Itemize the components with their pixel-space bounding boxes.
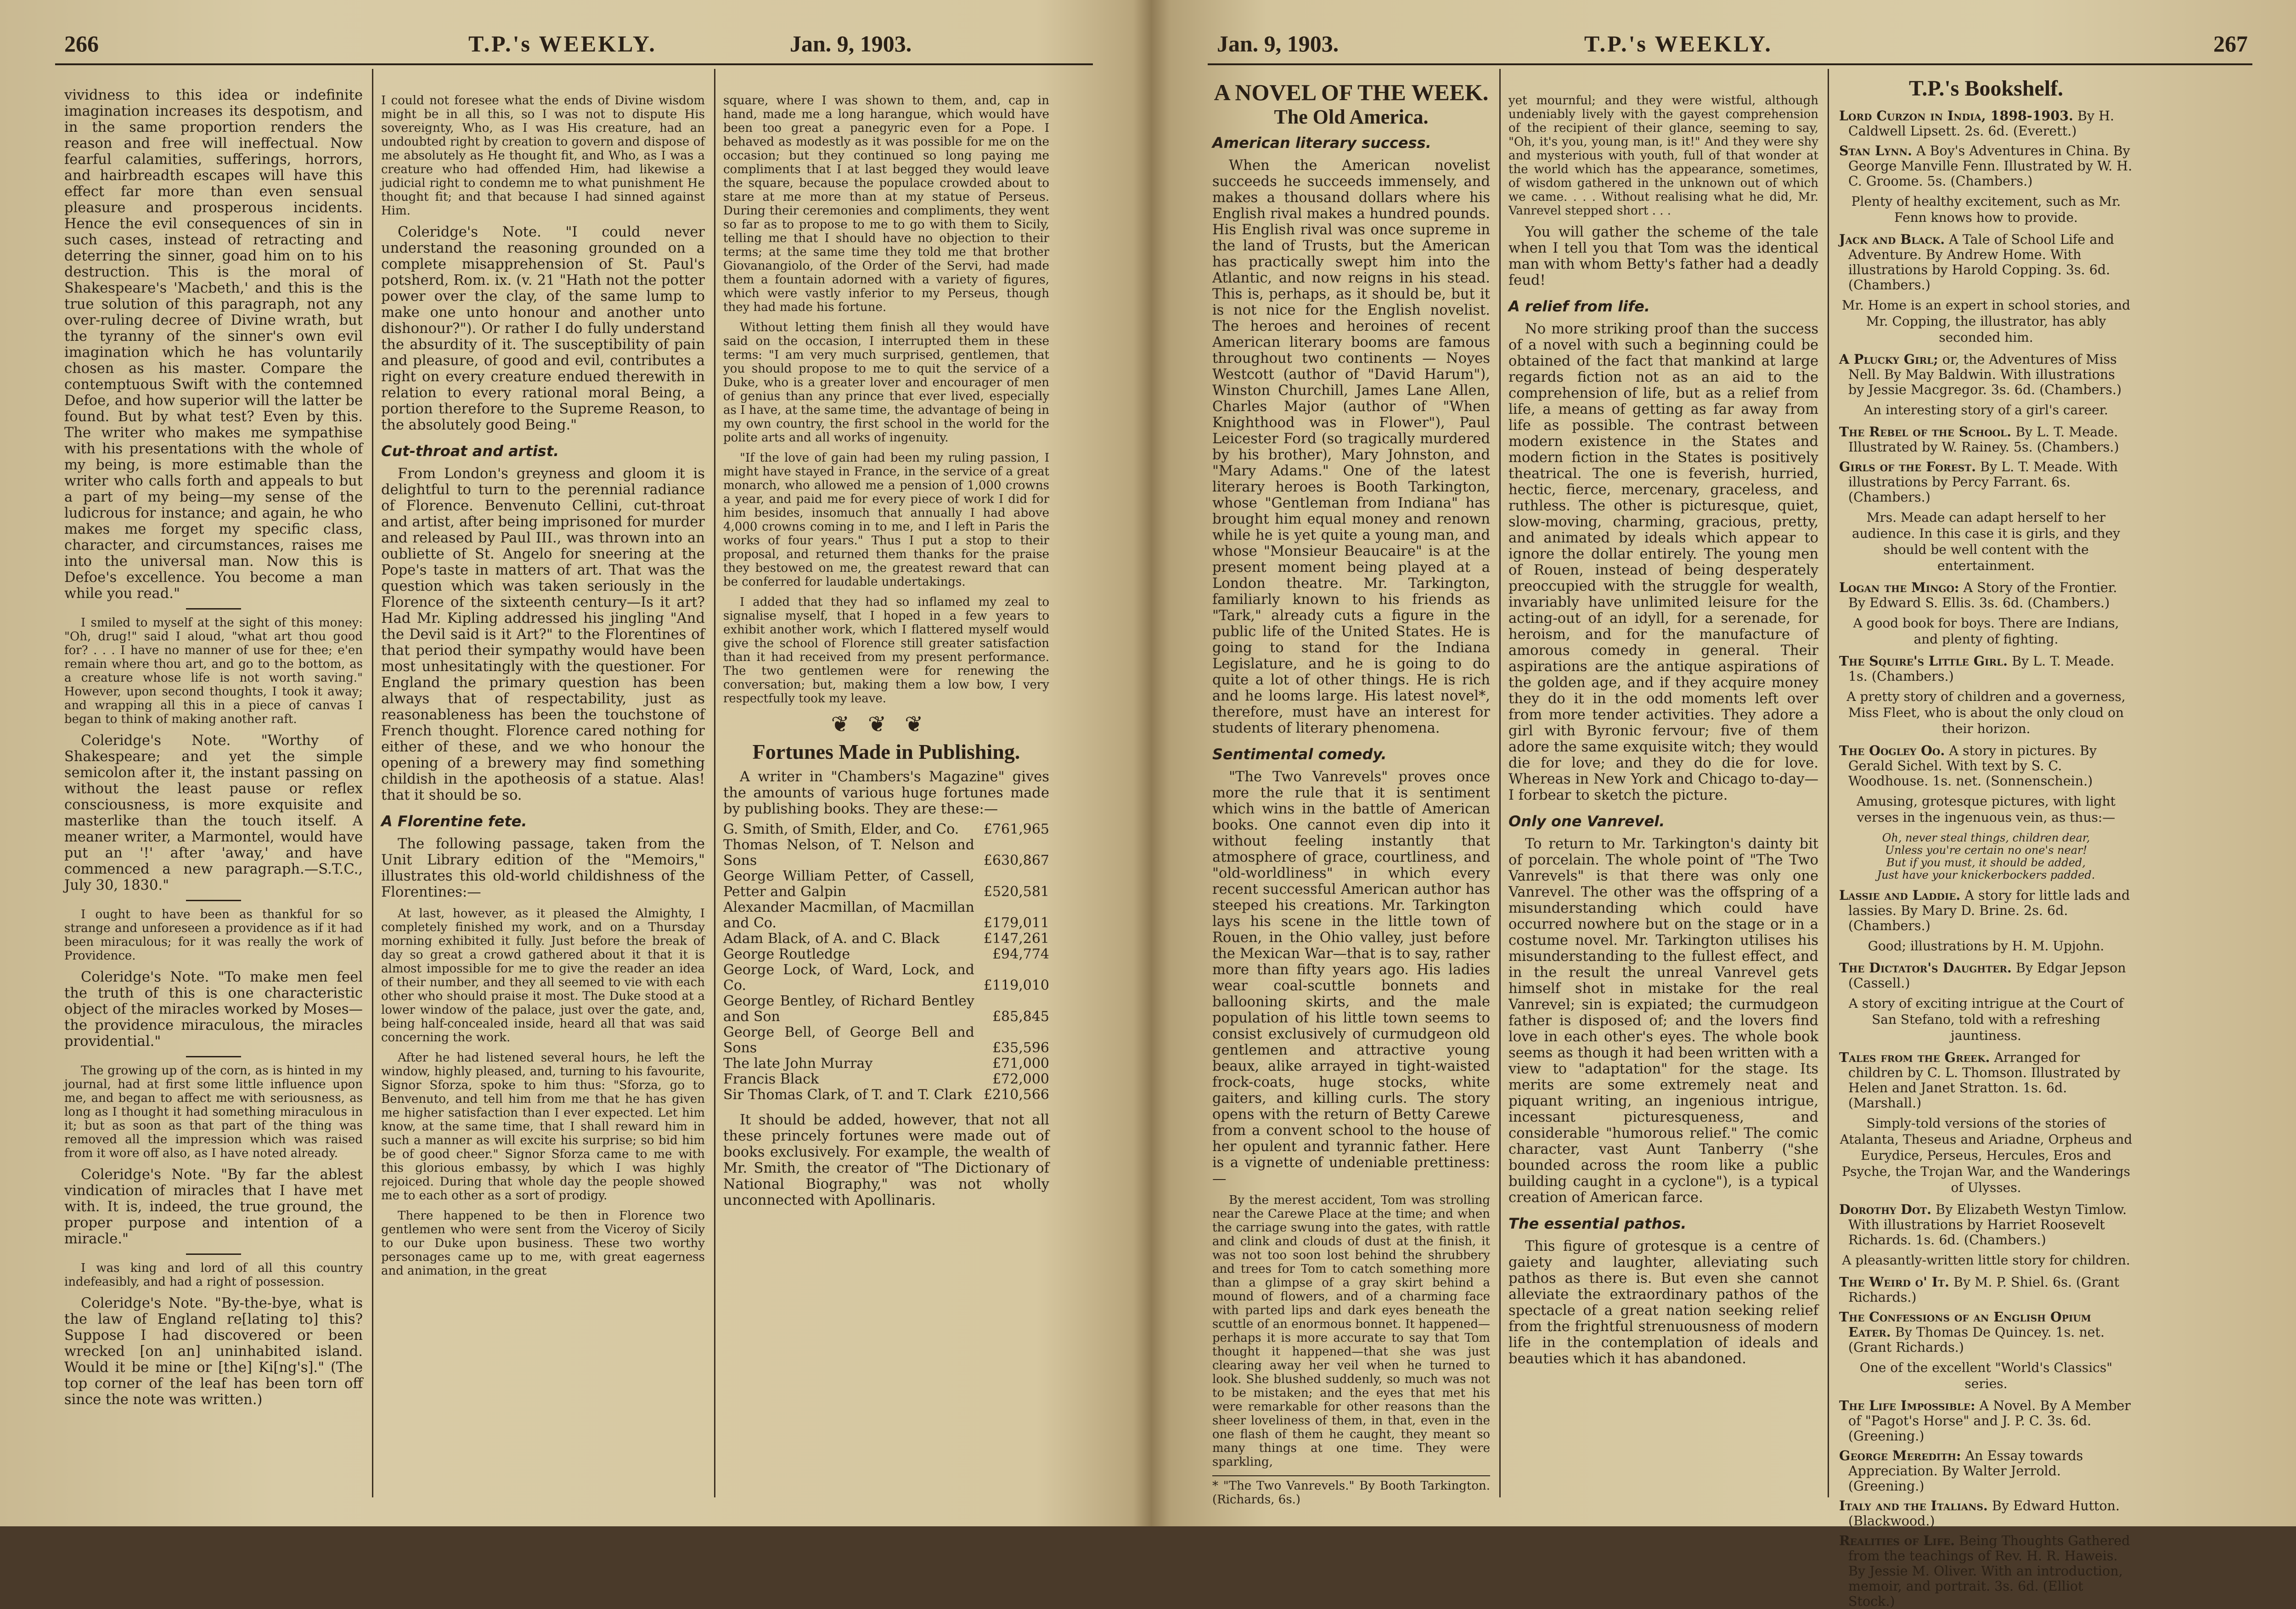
fortune-publisher: George Routledge <box>723 946 850 962</box>
divider <box>186 1253 241 1255</box>
book-title: Stan Lynn. <box>1839 143 1912 158</box>
fortune-row <box>723 869 1049 900</box>
book-entry <box>1839 743 2133 789</box>
fortune-publisher: George Bell, of George Bell and Sons <box>723 1024 974 1056</box>
quote-paragraph: By the merest accident, Tom was strolling near the Carewe Place at the time; and when the carriage swung into the gates, with rattle and clink and clouds of dust at the finish, it was not too soon lost behind the shrubbery and trees for Tom to catch something more than a glimpse of a gray skirt behind a mound of flowers, and of a charming face with parted lips and dark eyes beneath the scuttle of an enormous bonnet. It happened—perhaps it is more accurate to say that Tom thought it happened—that she was just clearing away her veil when he turned to look. She blushed suddenly, so much was not to be mistaken; and the eyes that met his were remarkable for other reasons than the sheer loveliness of them, in that, even in the one flash of them he caught, they meant so many things at one time. They were sparkling, <box>1212 1193 1490 1469</box>
paragraph: "The Two Vanrevels" proves once more the rule that it is sentiment which wins in the battle of American books. One cannot even dip into it without feeling instantly that atmosphere of grace, courtliness, and "old-worldliness" in which every recent successful American author has steeped his creations. Mr. Tarkington lays his scene in the little town of Rouen, in the Ohio valley, just before the Mexican War—that is to say, rather more than fifty years ago. His ladies wear coal-scuttle bonnets and ballooning skirts, and the male population of his little town seems to consist exclusively of curmudgeon old gentlemen and attractive young beaux, alike arrayed in tight-waisted frock-coats, huge stocks, white gaiters, and killing curls. The story opens with the return of Betty Carewe from a convent school to the house of her opulent and tyrannic father. Here is a vignette of undeniable prettiness:— <box>1212 769 1490 1187</box>
footnote: * "The Two Vanrevels." By Booth Tarkington. (Richards, 6s.) <box>1212 1475 1490 1507</box>
book-entry <box>1839 1448 2133 1494</box>
divider <box>186 608 241 610</box>
book-title: The Dictator's Daughter. <box>1839 960 2012 976</box>
quote-paragraph: At last, however, as it pleased the Almighty, I completely finished my work, and on a Thursday morning exhibited it fully. Just before the break of day so great a crowd gathered about it that it is almost impossible for me to give the reader an idea of their number, and they all seemed to vie with each other who should praise it most. The Duke stood at a lower window of the palace, just over the gate, and, being half-concealed inside, heard all that was said concerning the work. <box>381 907 705 1044</box>
right-column-1 <box>1212 79 1490 1507</box>
novel-heading: A NOVEL OF THE WEEK. <box>1214 79 1489 105</box>
fortunes-heading: Fortunes Made in Publishing. <box>752 740 1020 763</box>
fortune-row <box>723 1087 1049 1103</box>
book-note: A pretty story of children and a governess, Miss Fleet, who is about the only cloud on their horizon. <box>1846 689 2126 736</box>
fortune-publisher: Sir Thomas Clark, of T. and T. Clark <box>723 1087 972 1103</box>
book-details: By M. P. Shiel. 6s. (Grant Richards.) <box>1848 1275 2120 1305</box>
fortune-publisher: Thomas Nelson, of T. Nelson and Sons <box>723 837 974 869</box>
book-entry <box>1839 1275 2133 1305</box>
book-details: By Elizabeth Westyn Timlow. With illustrations by Harriet Roosevelt Richards. 1s. 6d. (Chambers.) <box>1848 1202 2127 1248</box>
section-subheading: A relief from life. <box>1508 298 1650 315</box>
running-title: T.P.'s WEEKLY. <box>1584 31 1773 56</box>
book-title: The Confessions of an English Opium Eater. <box>1839 1309 2091 1340</box>
paragraph: From London's greyness and gloom it is delightful to turn to the perennial radiance of Florence. Benvenuto Cellini, cut-throat and artist, after being imprisoned for murder and released by Paul III., was thrown into an oubliette of St. Angelo for sneering at the Pope's taste in matters of art. That was the question which was taken seriously in the Florence of the sixteenth century—Is it art? Had Mr. Kipling addressed his jingling "And the Devil said is it Art?" to the Florentines of that period their sympathy would have been most unhesitatingly with the questioner. For England the primary question has been always that of respectability, just as reasonableness has been the touchstone of French thought. Florence cared nothing for either of these, and we who honour the opening of a brewery may find something childish in the apotheosis of a statue. Alas! that it should be so. <box>381 466 705 803</box>
book-title: Dorothy Dot. <box>1839 1202 1932 1217</box>
book-note: A story of exciting intrigue at the Court of San Stefano, told with a refreshing jauntiness. <box>1848 996 2124 1043</box>
book-entry <box>1839 580 2133 610</box>
book-details: A story for little lads and lassies. By Mary D. Brine. 2s. 6d. (Chambers.) <box>1848 888 2130 933</box>
quote-paragraph: "If the love of gain had been my ruling passion, I might have stayed in France, in the service of a great monarch, who allowed me a pension of 1,000 crowns a year, and paid me for every piece of work I did for him besides, insomuch that annually I had above 4,000 crowns coming in to me, and I left in Paris the works of four years." Thus I put a stop to their proposal, and returned them thanks for the praise they bestowed on me, the greatest reward that can be conferred for laudable undertakings. <box>723 451 1049 589</box>
quote-paragraph: square, where I was shown to them, and, cap in hand, made me a long harangue, which would have been too great a panegyric even for a Pope. I behaved as modestly as it was possible for me on the occasion; but they continued so long paying me compliments that I at last begged they would leave the square, because the populace crowded about to stare at me more than at my statue of Perseus. During their ceremonies and compliments, they went so far as to propose to me to go with them to Sicily, telling me that I should have no objection to their terms; at the same time they told me that brother Giovanangiolo, of the Order of the Servi, had made them a fountain adorned with a variety of figures, which were vastly inferior to my Perseus, though they had made his fortune. <box>723 94 1049 314</box>
section-subheading: Sentimental comedy. <box>1212 745 1387 763</box>
fortune-row <box>723 822 1049 837</box>
book-title: George Meredith: <box>1839 1448 1961 1463</box>
paragraph: vividness to this idea or indefinite imagination increases its despotism, and in the same proportion renders the reason and free will ineffectual. Now fearful calamities, sufferings, horrors, and hairbreadth escapes will have this effect far more than even sensual pleasure and prosperous incidents. Hence the evil consequences of sin in such cases, instead of retracting and deterring the sinner, goad him on to his destruction. This is the moral of Shakespeare's 'Macbeth,' and this is the true solution of this paragraph, not any over-ruling decree of Divine wrath, but the tyranny of the sinner's own evil imagination which he has voluntarily chosen as his master. Compare the contemptuous Swift with the contemned Defoe, and how superior will the latter be found. But by what test? Even by this. The writer who makes me sympathise with his presentations with the whole of my being, is more estimable than the writer who calls forth and appeals to but a part of my being—my sense of the ludicrous for instance; and again, he who makes me forget my specific class, character, and circumstances, raises me into the universal man. Now this is Defoe's excellence. You become a man while you read." <box>64 87 363 602</box>
column-rule <box>1828 69 1829 1497</box>
quote-paragraph: I ought to have been as thankful for so strange and unforeseen a providence as if it had been miraculous; for it was really the work of Providence. <box>64 908 363 963</box>
column-rule <box>714 69 715 1497</box>
fortune-row <box>723 900 1049 931</box>
fortune-amount: £35,596 <box>992 1040 1049 1056</box>
quote-paragraph: I added that they had so inflamed my zeal to signalise myself, that I hoped in a few years to exhibit another work, which I flattered myself would give the school of Florence still greater satisfaction than it had received from my present performance. The two gentlemen were for renewing the conversation; but, making them a low bow, I very respectfully took my leave. <box>723 595 1049 706</box>
bookshelf-list <box>1839 108 2133 1609</box>
book-details: Being Thoughts Gathered from the teachings of Rev. H. R. Haweis. By Jessie M. Oliver. With an introduction, memoir, and portrait. 3s. 6d. (Elliot Stock.) <box>1848 1533 2130 1609</box>
book-entry <box>1839 1498 2133 1529</box>
fortune-amount: £94,774 <box>992 946 1049 962</box>
book-details: A Novel. By A Member of "Pagot's Horse" and J. P. C. 3s. 6d. (Greening.) <box>1848 1398 2131 1444</box>
book-title: The Rebel of the School. <box>1839 424 2012 440</box>
bookshelf-heading: T.P.'s Bookshelf. <box>1908 76 2064 101</box>
issue-date: Jan. 9, 1903. <box>1217 31 1339 56</box>
book-title: Logan the Mingo: <box>1839 580 1959 595</box>
book-title: The Oogley Oo. <box>1839 743 1945 758</box>
book-title: Tales from the Greek. <box>1839 1050 1990 1065</box>
fortune-publisher: Francis Black <box>723 1071 819 1087</box>
divider <box>186 1056 241 1057</box>
quote-paragraph: After he had listened several hours, he left the window, highly pleased, and, turning to his favourite, Signor Sforza, spoke to him thus: "Sforza, go to Benvenuto, and tell him from me that he has given me higher satisfaction than I ever expected. Let him know, at the same time, that I shall reward him in such a manner as will excite his surprise; so bid him be of good cheer." Signor Sforza came to me with this glorious embassy, by which I was highly rejoiced. During that whole day the people showed me to each other as a sort of prodigy. <box>381 1051 705 1203</box>
section-subheading: Cut-throat and artist. <box>381 442 559 460</box>
book-details: By L. T. Meade. 1s. (Chambers.) <box>1848 654 2115 684</box>
paragraph: Coleridge's Note. "By-the-bye, what is the law of England re[lating to] this? Suppose I had discovered or been wrecked [on an] uninhabited island. Would it be mine or [the] Ki[ng's]." (The top corner of the leaf has been torn off since the note was written.) <box>64 1295 363 1408</box>
book-note: Amusing, grotesque pictures, with light verses in the ingenuous vein, as thus:— <box>1857 794 2116 825</box>
book-details: By Thomas De Quincey. 1s. net. (Grant Richards.) <box>1848 1325 2105 1355</box>
book-note: Simply-told versions of the stories of Atalanta, Theseus and Ariadne, Orpheus and Eurydice, Perseus, Hercules, Eros and Psyche, the Trojan War, and the Wanderings of Ulysses. <box>1840 1116 2133 1195</box>
section-subheading: American literary success. <box>1212 134 1431 152</box>
book-entry <box>1839 1398 2133 1444</box>
fortune-amount: £119,010 <box>983 977 1049 994</box>
page-number: 266 <box>64 31 99 56</box>
fortune-row <box>723 931 1049 947</box>
book-entry <box>1839 1310 2133 1355</box>
book-details: A story in pictures. By Gerald Sichel. With text by S. C. Woodhouse. 1s. net. (Sonnenschein.) <box>1848 743 2097 789</box>
book-entry <box>1839 960 2133 991</box>
book-entry <box>1839 654 2133 684</box>
book-details: By L. T. Meade. Illustrated by W. Rainey. 5s. (Chambers.) <box>1848 424 2119 455</box>
paragraph: It should be added, however, that not all these princely fortunes were made out of books exclusively. For example, the wealth of Mr. Smith, the creator of "The Dictionary of National Biography," was not wholly unconnected with Apollinaris. <box>723 1112 1049 1208</box>
fortunes-table <box>723 822 1049 1103</box>
quote-paragraph: Without letting them finish all they would have said on the occasion, I interrupted them in these terms: "I am very much surprised, gentlemen, that you should propose to me to quit the service of a Duke, who is a greater lover and encourager of men of genius than any prince that ever lived, especially as I have, at the same time, the advantage of being in my own country, the first school in the world for the polite arts and all works of ingenuity. <box>723 321 1049 445</box>
book-details: Arranged for children by C. L. Thomson. Illustrated by Helen and Janet Stratton. 1s. 6d. (Marshall.) <box>1848 1050 2121 1111</box>
book-details: An Essay towards Appreciation. By Walter Jerrold. (Greening.) <box>1848 1448 2083 1494</box>
paragraph: When the American novelist succeeds he succeeds immensely, and makes a thousand dollars where his English rival makes a hundred pounds. His English rival was once supreme in the land of Trusts, but the American has practically swept him into the Atlantic, and now reigns in his stead. This is, perhaps, as it should be, but it is not nice for the English novelist. The heroes and heroines of recent American literary booms are famous throughout two continents — Noyes Westcott (author of "David Harum"), Winston Churchill, James Lane Allen, Charles Major (author of "When Knighthood was in Flower"), Paul Leicester Ford (so tragically murdered by his brother), Mary Johnston, and "Mary Adams." One of the latest literary heroes is Booth Tarkington, whose "Gentleman from Indiana" has brought him equal money and renown while he is yet quite a young man, and whose "Monsieur Beaucaire" is at the present moment being played at a London theatre. Mr. Tarkington, familiarly known to his friends as "Tark," already cuts a figure in the public life of the United States. He is going to stand for the Indiana Legislature, and he is going to do quite a lot of other things. He is rich and he looms large. His latest novel*, therefore, must have an interest for students of literary phenomena. <box>1212 158 1490 736</box>
right-page-header <box>1208 27 2252 65</box>
book-details: By L. T. Meade. With illustrations by Percy Farrant. 6s. (Chambers.) <box>1848 459 2118 505</box>
right-page <box>1153 0 2296 1609</box>
book-entry <box>1839 352 2133 397</box>
book-entry <box>1839 424 2133 455</box>
issue-date: Jan. 9, 1903. <box>790 31 912 56</box>
book-title: Realities of Life. <box>1839 1533 1955 1548</box>
fortune-amount: £85,845 <box>992 1009 1049 1025</box>
quote-paragraph: I was king and lord of all this country indefeasibly, and had a right of possession. <box>64 1261 363 1289</box>
paragraph: Coleridge's Note. "Worthy of Shakespeare; and yet the simple semicolon after it, the instant passing on without the least pause or reflex consciousness, is more exquisite and masterlike than the touch itself. A meaner writer, a Marmontel, would have put an '!' after 'away,' and have commenced a new paragraph.—S.T.C., July 30, 1830." <box>64 733 363 893</box>
fortune-row <box>723 947 1049 962</box>
fleuron-ornament: ❦❦❦ <box>831 711 942 737</box>
fortune-publisher: The late John Murray <box>723 1056 873 1072</box>
section-subheading: A Florentine fete. <box>381 813 527 830</box>
book-details: or, the Adventures of Miss Nell. By May Baldwin. With illustrations by Jessie Macgregor. 3s. 6d. (Chambers.) <box>1848 352 2122 397</box>
fortune-amount: £71,000 <box>992 1056 1049 1072</box>
quote-paragraph: I could not foresee what the ends of Divine wisdom might be in all this, so I was not to dispute His sovereignty, Who, as I was His creature, had an undoubted right by creation to govern and dispose of me absolutely as He thought fit, and Who, as I was a creature who had offended Him, had likewise a judicial right to condemn me to what punishment He thought fit; and that because I had sinned against Him. <box>381 94 705 218</box>
fortune-row <box>723 837 1049 869</box>
novel-subheading: The Old America. <box>1274 106 1429 128</box>
left-page <box>0 0 1143 1526</box>
quote-paragraph: yet mournful; and they were wistful, although undeniably lively with the gayest comprehension of the recipient of their glance, seeming to say, "Oh, it's you, young man, is it!" And they were shy and mysterious with youth, full of that wonder at the world which has the appearance, sometimes, of wisdom gathered in the unknown out of which we came. . . . Without realising what he did, Mr. Vanrevel stepped short . . . <box>1508 94 1818 218</box>
left-column-3 <box>723 87 1049 1493</box>
fortune-publisher: G. Smith, of Smith, Elder, and Co. <box>723 821 959 837</box>
paragraph: Coleridge's Note. "To make men feel the truth of this is one characteristic object of the miracles worked by Moses—the providence miraculous, the miracles providential." <box>64 969 363 1050</box>
quote-paragraph: There happened to be then in Florence two gentlemen who were sent from the Viceroy of Sicily to our Duke upon business. These two worthy personages came up to me, with great eagerness and animation, in the great <box>381 1209 705 1278</box>
fortune-row <box>723 1072 1049 1087</box>
book-title: Jack and Black. <box>1839 231 1945 247</box>
book-details: A Story of the Frontier. By Edward S. Ellis. 3s. 6d. (Chambers.) <box>1848 580 2117 610</box>
book-title: The Life Impossible: <box>1839 1398 1975 1413</box>
book-note: Plenty of healthy excitement, such as Mr. Fenn knows how to provide. <box>1851 194 2121 225</box>
section-subheading: Only one Vanrevel. <box>1508 813 1665 830</box>
fortune-row <box>723 994 1049 1025</box>
book-entry <box>1839 143 2133 189</box>
paragraph: You will gather the scheme of the tale when I tell you that Tom was the identical man with whom Betty's father had a deadly feud! <box>1508 224 1818 288</box>
fortune-amount: £147,261 <box>983 931 1049 947</box>
book-title: Italy and the Italians. <box>1839 1498 1988 1513</box>
fortune-amount: £520,581 <box>983 884 1049 900</box>
book-entry <box>1839 888 2133 933</box>
paragraph: Coleridge's Note. "By far the ablest vindication of miracles that I have met with. It is, indeed, the true ground, the proper purpose and intention of a miracle." <box>64 1167 363 1247</box>
book-details: By H. Caldwell Lipsett. 2s. 6d. (Everett.) <box>1848 108 2115 139</box>
book-title: Girls of the Forest. <box>1839 459 1976 474</box>
book-note: A pleasantly-written little story for children. <box>1842 1253 2130 1268</box>
book-entry <box>1839 1050 2133 1111</box>
paragraph: This figure of grotesque is a centre of gaiety and laughter, alleviating such pathos as there is. But even she cannot alleviate the extraordinary pathos of the spectacle of a great nation seeking relief from the frightful strenuousness of modern life in the contemplation of ideals and beauties which it has abandoned. <box>1508 1238 1818 1367</box>
fortune-amount: £761,965 <box>983 821 1049 837</box>
fortune-row <box>723 1025 1049 1056</box>
book-note: One of the excellent "World's Classics" series. <box>1859 1360 2113 1391</box>
divider <box>186 900 241 901</box>
book-details: By Edward Hutton. (Blackwood.) <box>1848 1498 2120 1529</box>
book-entry <box>1839 1533 2133 1609</box>
paragraph: Coleridge's Note. "I could never understand the reasoning grounded on a complete misapprehension of St. Paul's potsherd, Rom. ix. (v. 21 "Hath not the potter power over the clay, of the same lump to make one unto honour and another unto dishonour?"). Or rather I do fully understand the absurdity of it. The susceptibility of pain and pleasure, of good and evil, contributes a right on every creature endued therewith in relation to every rational moral Being, a portion therefore to the Supreme Reason, to the absolutely good Being." <box>381 224 705 433</box>
left-page-header <box>55 27 1093 65</box>
book-note: Mr. Home is an expert in school stories, and Mr. Copping, the illustrator, has ably seconded him. <box>1841 298 2131 345</box>
fortune-amount: £72,000 <box>992 1071 1049 1087</box>
book-title: A Plucky Girl; <box>1839 351 1938 367</box>
section-subheading: The essential pathos. <box>1508 1215 1687 1232</box>
book-note: Mrs. Meade can adapt herself to her audience. In this case it is girls, and they should be well content with the entertainment. <box>1852 510 2120 573</box>
paragraph: The following passage, taken from the Unit Library edition of the "Memoirs," illustrates this old-world childishness of the Florentines:— <box>381 836 705 900</box>
book-entry <box>1839 232 2133 293</box>
fortune-amount: £210,566 <box>983 1087 1049 1103</box>
fortune-row <box>723 1056 1049 1072</box>
page-number: 267 <box>2213 31 2248 56</box>
left-column-2 <box>381 87 705 1493</box>
column-rule <box>1499 69 1501 1497</box>
book-note: An interesting story of a girl's career. <box>1864 402 2108 418</box>
paragraph: To return to Mr. Tarkington's dainty bit of porcelain. The whole point of "The Two Vanrevels" is that there was only one Vanrevel. The other was the offspring of a misunderstanding which could have occurred nowhere but on the stage or in a costume novel. Mr. Tarkington utilises his misunderstanding to the fullest effect, and in the result the unreal Vanrevel gets himself shot in mistake for the real Vanrevel; sin is expiated; the curmudgeon father is disposed of; and the lovers find love in each other's eyes. The whole book seems as though it had been written with a view to "adaptation" for the stage. Its merits are some extremely neat and piquant writing, an ingenious intrigue, incessant picturesqueness, and considerable "humorous relief." The comic character, vast Aunt Tanberry ("she bounded across the room like a public building caught in a cyclone"), is a typical creation of American farce. <box>1508 836 1818 1206</box>
book-title: Lassie and Laddie. <box>1839 887 1961 903</box>
book-title: The Weird o' It. <box>1839 1274 1949 1290</box>
fortune-amount: £630,867 <box>983 852 1049 869</box>
running-title: T.P.'s WEEKLY. <box>468 31 657 56</box>
quote-paragraph: I smiled to myself at the sight of this money: "Oh, drug!" said I aloud, "what art thou good for? . . . I have no manner of use for thee; e'en remain where thou art, and go to the bottom, as a creature whose life is not worth saving." However, upon second thoughts, I took it away; and wrapping all this in a piece of canvas I began to think of making another raft. <box>64 616 363 726</box>
book-details: A Tale of School Life and Adventure. By Andrew Home. With illustrations by Harold Copping. 3s. 6d. (Chambers.) <box>1848 232 2114 293</box>
book-verse: Oh, never steal things, children dear, Unless you're certain no one's near! But if you must, it should be added, Just have your knickerbockers padded. <box>1877 831 2095 881</box>
fortune-row <box>723 962 1049 994</box>
book-details: A Boy's Adventures in China. By George Manville Fenn. Illustrated by W. H. C. Groome. 5s. (Chambers.) <box>1848 143 2133 189</box>
column-rule <box>372 69 373 1497</box>
fortune-publisher: George Lock, of Ward, Lock, and Co. <box>723 962 974 994</box>
book-title: Lord Curzon in India, 1898-1903. <box>1839 108 2073 124</box>
book-note: Good; illustrations by H. M. Upjohn. <box>1868 938 2105 954</box>
fortune-publisher: Adam Black, of A. and C. Black <box>723 931 940 947</box>
paragraph: A writer in "Chambers's Magazine" gives the amounts of various huge fortunes made by publishing books. They are these:— <box>723 769 1049 817</box>
book-title: The Squire's Little Girl. <box>1839 653 2008 669</box>
quote-paragraph: The growing up of the corn, as is hinted in my journal, had at first some little influence upon me, and began to affect me with seriousness, as long as I thought it had something miraculous in it; but as soon as that part of the thing was removed all the impression which was raised from it wore off also, as I have noted already. <box>64 1064 363 1160</box>
right-column-2 <box>1508 87 1818 1493</box>
fortune-amount: £179,011 <box>983 915 1049 931</box>
fortune-publisher: Alexander Macmillan, of Macmillan and Co. <box>723 899 974 931</box>
fortune-publisher: George William Petter, of Cassell, Petter and Galpin <box>723 868 974 900</box>
bookshelf-column <box>1839 76 2133 1609</box>
book-entry <box>1839 108 2133 139</box>
book-entry <box>1839 459 2133 505</box>
book-entry <box>1839 1202 2133 1248</box>
left-column-1 <box>64 87 363 1493</box>
paragraph: No more striking proof than the success of a novel with such a beginning could be obtained of the fact that mankind at large regards fiction not as an aid to the comprehension of life, but as a relief from life, a means of getting as far away from life as possible. The contrast between modern existence in the States and modern fiction in the States is positively theatrical. The one is feverish, hurried, hectic, fierce, mercenary, graceless, and ruthless. The other is picturesque, quiet, slow-moving, charming, gracious, pretty, and animated by ideals which appear to ignore the dollar entirely. The young men of Rouen, instead of being desperately preoccupied with the struggle for wealth, invariably have unlimited leisure for the acting-out of an idyll, for a serenade, for heroism, and for the manufacture of amorous comedy in general. Their aspirations are the antique aspirations of the golden age, and if they acquire money they do it in the odd moments left over from more tender activities. They adore a girl with Byronic fervour; five of them adore the same exquisite witch; they would die for love; and they do die for love. Whereas in New York and Chicago to-day—I forbear to sketch the picture. <box>1508 321 1818 803</box>
book-details: By Edgar Jepson (Cassell.) <box>1848 960 2126 991</box>
fortune-publisher: George Bentley, of Richard Bentley and Son <box>723 993 974 1025</box>
book-note: A good book for boys. There are Indians, and plenty of fighting. <box>1853 615 2119 647</box>
